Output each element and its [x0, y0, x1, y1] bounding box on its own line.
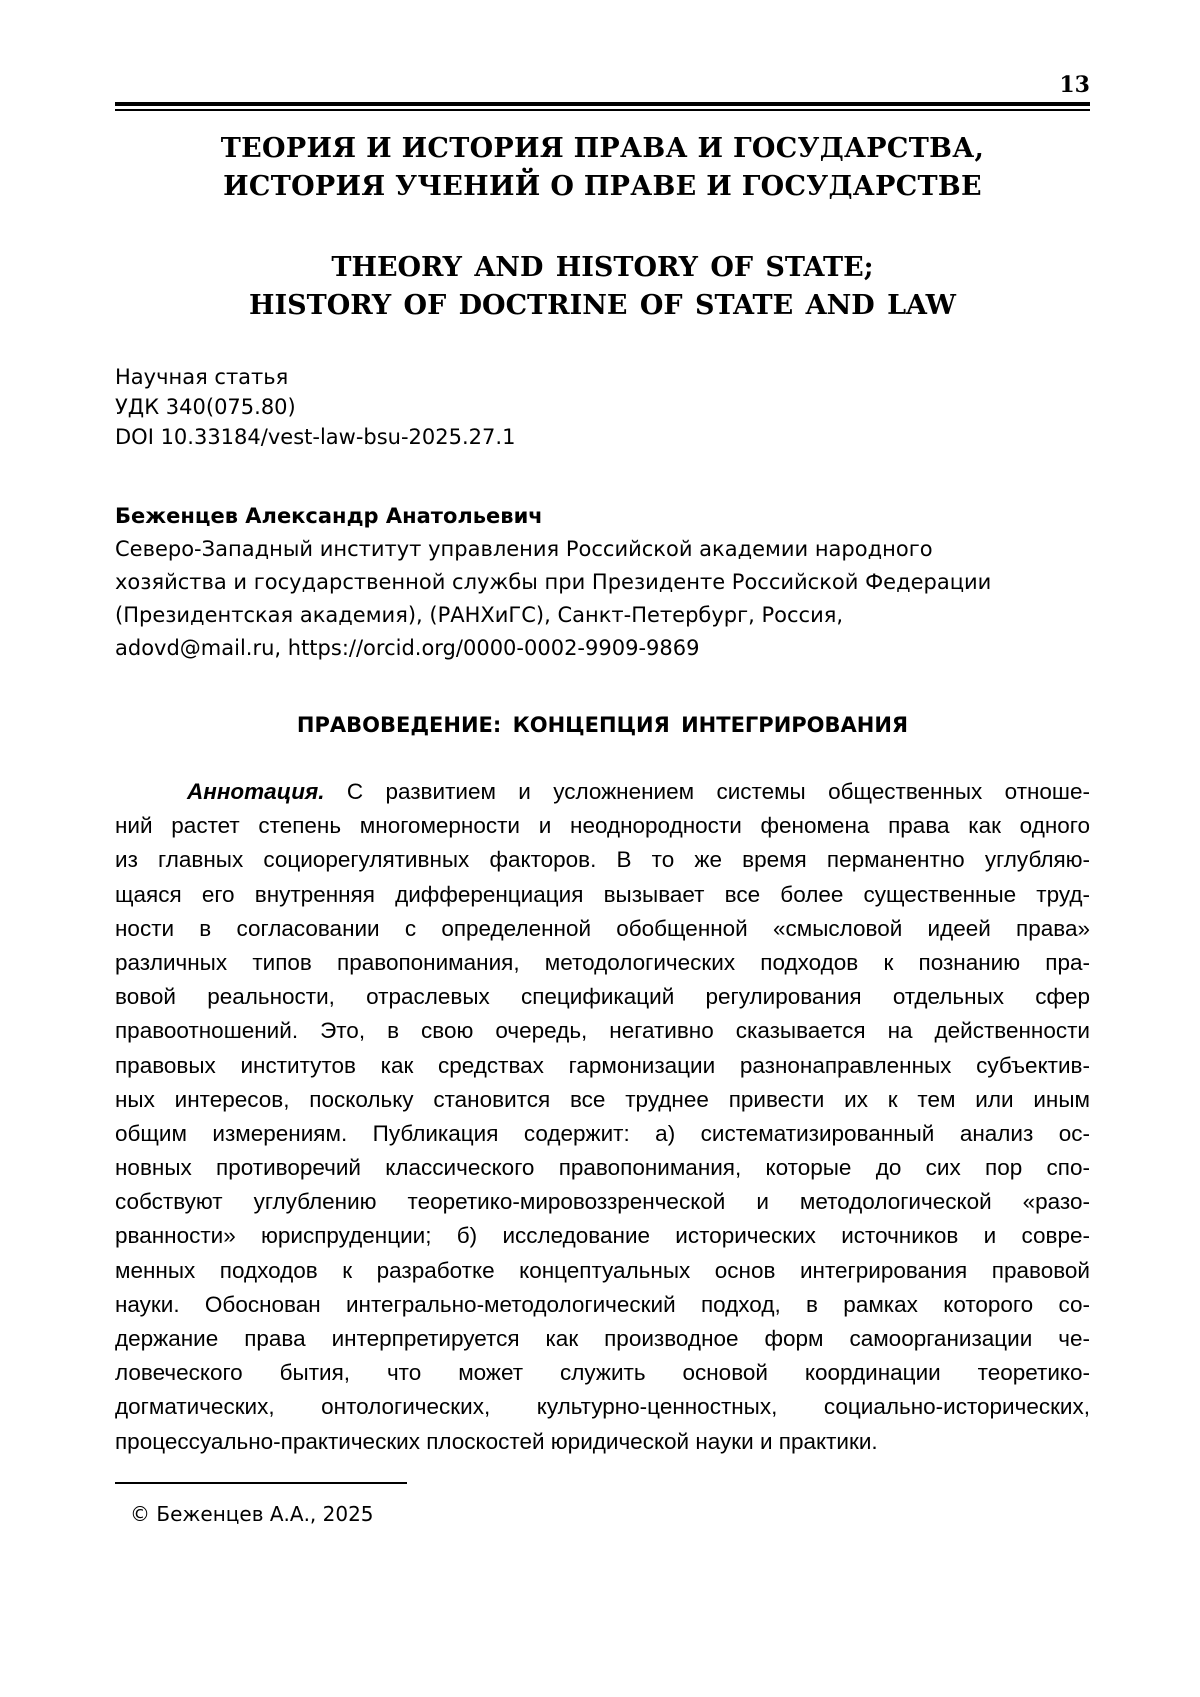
- affiliation-line: (Президентская академия), (РАНХиГС), Санкт-Петербург, Россия,: [115, 603, 844, 627]
- abstract-line: собствуют углублению теоретико-мировоззренческой и методологической «разо-: [115, 1189, 1090, 1215]
- abstract-line: процессуально-практических плоскостей юридической науки и практики.: [115, 1428, 878, 1454]
- section-title-en-line: HISTORY OF DOCTRINE OF STATE AND LAW: [249, 290, 956, 321]
- section-title-ru: [115, 130, 1090, 206]
- abstract-label: Аннотация.: [187, 779, 325, 804]
- abstract: [115, 775, 1090, 1459]
- article-meta: [115, 362, 1090, 452]
- abstract-line: различных типов правопонимания, методологических подходов к познанию пра-: [115, 949, 1090, 975]
- section-title-ru-line: ТЕОРИЯ И ИСТОРИЯ ПРАВА И ГОСУДАРСТВА,: [220, 133, 985, 164]
- abstract-line: правоотношений. Это, в свою очередь, негативно сказывается на действенности: [115, 1018, 1090, 1044]
- abstract-line: [115, 775, 1090, 809]
- affiliation-line: Северо-Западный институт управления Российской академии народного: [115, 537, 933, 561]
- abstract-line: новных противоречий классического правопонимания, которые до сих пор спо-: [115, 1155, 1090, 1181]
- abstract-line: догматических, онтологических, культурно-ценностных, социально-исторических,: [115, 1394, 1090, 1420]
- abstract-line: ловеческого бытия, что может служить основой координации теоретико-: [115, 1360, 1090, 1386]
- abstract-line: ний растет степень многомерности и неоднородности феномена права как одного: [115, 813, 1090, 839]
- header-rule-thin: [115, 109, 1090, 111]
- abstract-line: ных интересов, поскольку становится все труднее привести их к тем или иным: [115, 1086, 1090, 1112]
- page-number: 13: [1059, 72, 1090, 98]
- doi: DOI 10.33184/vest-law-bsu-2025.27.1: [115, 425, 516, 449]
- abstract-line: науки. Обоснован интегрально-методологический подход, в рамках которого со-: [115, 1291, 1090, 1317]
- abstract-line: щаяся его внутренняя дифференциация вызывает все более существенные труд-: [115, 881, 1090, 907]
- author-contacts: adovd@mail.ru, https://orcid.org/0000-0002-9909-9869: [115, 636, 700, 660]
- abstract-first-line-text: С развитием и усложнением системы общественных отноше-: [324, 779, 1090, 804]
- author-name: Беженцев Александр Анатольевич: [115, 504, 543, 528]
- abstract-line: держание права интерпретируется как производное форм самоорганизации че-: [115, 1326, 1090, 1351]
- abstract-line: общим измерениям. Публикация содержит: а) систематизированный анализ ос-: [115, 1120, 1090, 1146]
- author-block: [115, 500, 1090, 665]
- abstract-line: из главных социорегулятивных факторов. В то же время перманентно углубляю-: [115, 847, 1090, 873]
- header-rule-thick: [115, 102, 1090, 106]
- abstract-line: менных подходов к разработке концептуальных основ интегрирования правовой: [115, 1257, 1090, 1283]
- section-title-en-line: THEORY AND HISTORY OF STATE;: [331, 252, 874, 283]
- copyright-footnote: © Беженцев А.А., 2025: [130, 1502, 374, 1526]
- section-title-ru-line: ИСТОРИЯ УЧЕНИЙ О ПРАВЕ И ГОСУДАРСТВЕ: [223, 171, 982, 202]
- footnote-rule: [115, 1482, 407, 1484]
- abstract-line: вовой реальности, отраслевых спецификаций регулирования отдельных сфер: [115, 984, 1090, 1010]
- affiliation-line: хозяйства и государственной службы при Президенте Российской Федерации: [115, 570, 992, 594]
- abstract-line: ности в согласовании с определенной обобщенной «смысловой идеей права»: [115, 915, 1090, 941]
- article-type: Научная статья: [115, 365, 289, 389]
- abstract-line: рванности» юриспруденции; б) исследование исторических источников и совре-: [115, 1223, 1090, 1249]
- article-title: ПРАВОВЕДЕНИЕ: КОНЦЕПЦИЯ ИНТЕГРИРОВАНИЯ: [296, 713, 909, 737]
- section-title-en: [115, 249, 1090, 325]
- abstract-line: правовых институтов как средствах гармонизации разнонаправленных субъектив-: [115, 1052, 1090, 1078]
- udc-code: УДК 340(075.80): [115, 395, 296, 419]
